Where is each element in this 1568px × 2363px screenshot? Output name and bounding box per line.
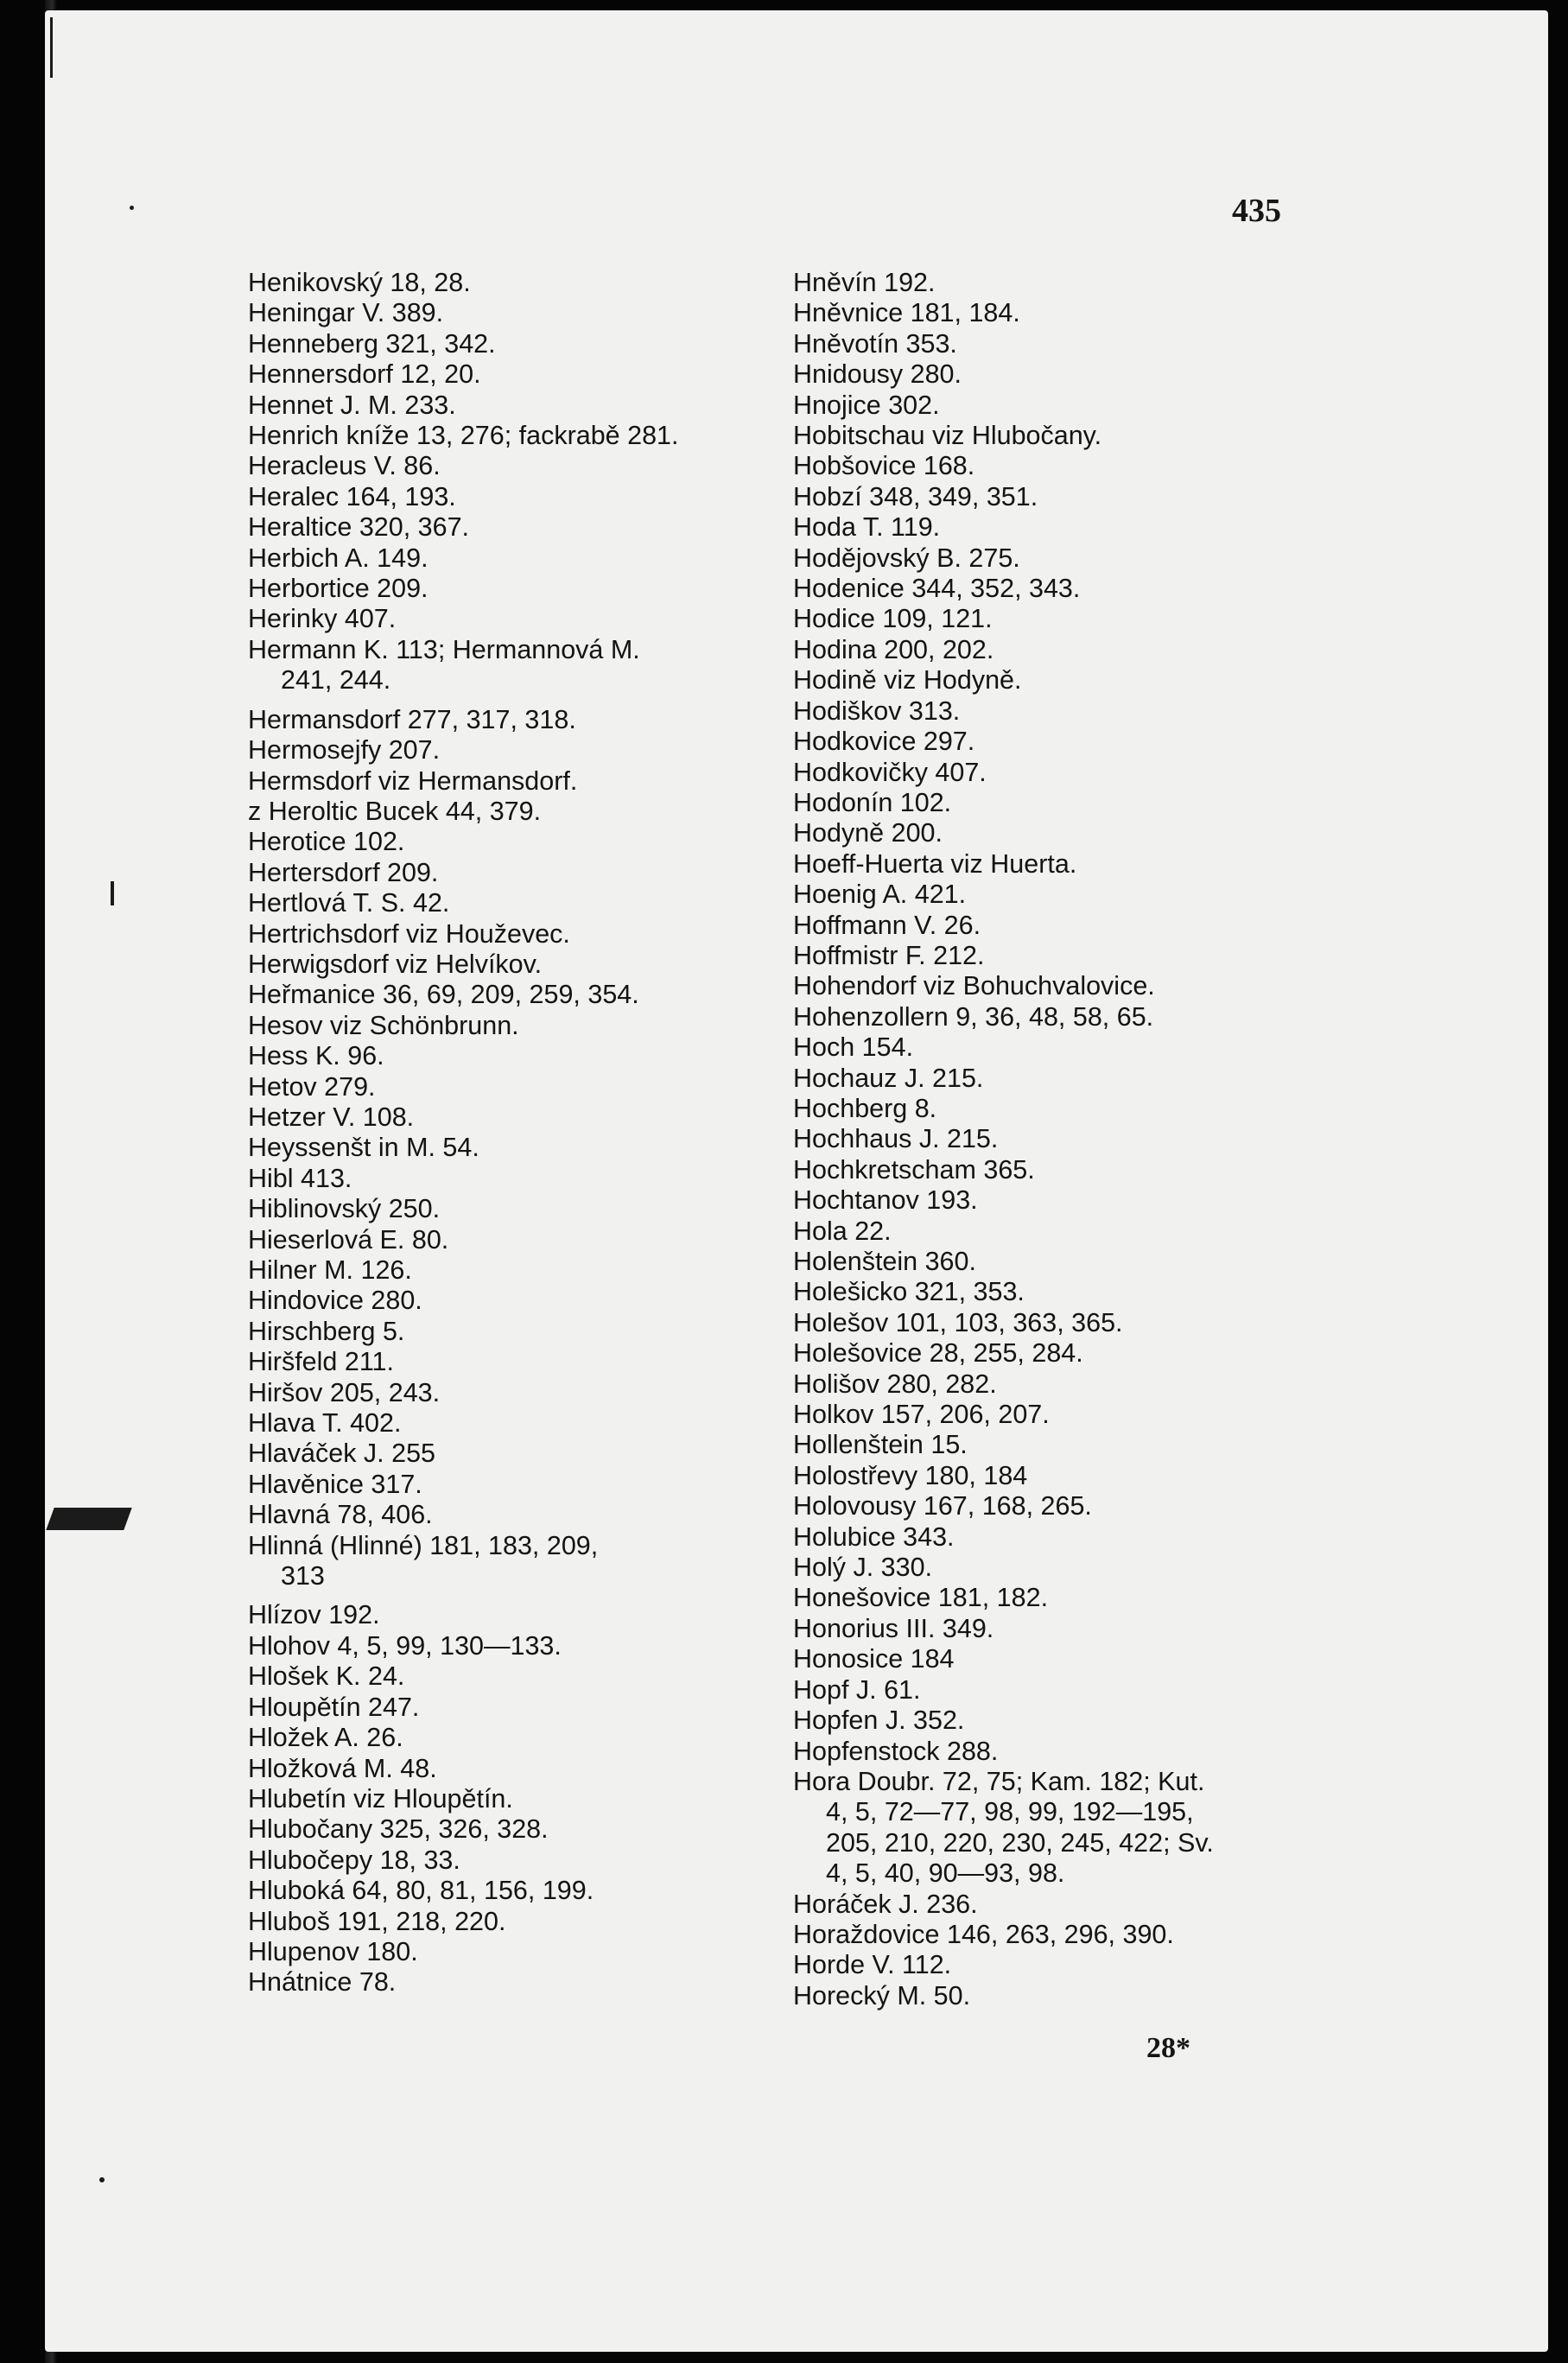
index-entry: Hermsdorf viz Hermansdorf. — [248, 765, 578, 796]
index-entry: Hněvín 192. — [793, 268, 936, 297]
index-entry: Hobšovice 168. — [793, 451, 975, 481]
index-entry: Hertrichsdorf viz Houževec. — [248, 918, 570, 949]
index-entry: Holkov 157, 206, 207. — [793, 1400, 1050, 1430]
index-entry: Horde V. 112. — [793, 1950, 952, 1980]
index-entry: Hoch 154. — [793, 1032, 914, 1063]
index-entry: Holešov 101, 103, 363, 365. — [793, 1307, 1123, 1337]
index-entry: Hobzí 348, 349, 351. — [793, 481, 1038, 511]
index-entry: Hochtanov 193. — [793, 1185, 978, 1216]
index-entry: Hochauz J. 215. — [793, 1063, 984, 1093]
index-entry: Holostřevy 180, 184 — [793, 1460, 1028, 1490]
index-entry: Hoffmann V. 26. — [793, 910, 981, 940]
index-entry: Hlubočepy 18, 33. — [248, 1845, 460, 1875]
index-entry: Hodina 200, 202. — [793, 634, 994, 664]
index-entry: Hlava T. 402. — [248, 1408, 402, 1439]
index-entry: Hetzer V. 108. — [248, 1102, 415, 1132]
index-entry: Hiršfeld 211. — [248, 1347, 394, 1377]
index-entry: Holenštein 360. — [793, 1247, 976, 1276]
index-entry: Hibl 413. — [248, 1163, 352, 1193]
index-entry: Hobitschau viz Hlubočany. — [793, 421, 1102, 451]
index-entry: 4, 5, 40, 90—93, 98. — [826, 1858, 1065, 1889]
index-entry: Hermansdorf 277, 317, 318. — [248, 704, 576, 734]
index-entry: Hopfenstock 288. — [793, 1736, 999, 1766]
index-entry: Hnidousy 280. — [793, 359, 962, 390]
index-entry: Hieserlová E. 80. — [248, 1224, 449, 1255]
index-entry: Hopfen J. 352. — [793, 1706, 965, 1736]
margin-mark — [111, 881, 114, 905]
index-entry: Hodonín 102. — [793, 787, 952, 817]
index-entry: Holubice 343. — [793, 1521, 955, 1552]
index-entry: Hodějovský B. 275. — [793, 543, 1020, 573]
index-entry: Herbich A. 149. — [248, 543, 429, 573]
index-entry: Hlinná (Hlinné) 181, 183, 209, — [248, 1530, 599, 1560]
index-entry: Holešicko 321, 353. — [793, 1277, 1025, 1307]
index-entry: Heralec 164, 193. — [248, 481, 456, 511]
index-entry: Hoeff-Huerta viz Huerta. — [793, 848, 1077, 879]
margin-mark — [50, 17, 53, 78]
index-entry: Hnátnice 78. — [248, 1967, 397, 1998]
index-entry: 205, 210, 220, 230, 245, 422; Sv. — [826, 1827, 1214, 1858]
index-entry: Holešovice 28, 255, 284. — [793, 1338, 1083, 1369]
index-entry: Hluboš 191, 218, 220. — [248, 1906, 506, 1936]
index-entry: Herwigsdorf viz Helvíkov. — [248, 949, 543, 979]
index-entry: Hložková M. 48. — [248, 1753, 437, 1783]
index-entry: Herbortice 209. — [248, 574, 429, 604]
index-entry: Hložek A. 26. — [248, 1723, 403, 1753]
index-entry: Hola 22. — [793, 1216, 892, 1246]
index-entry: Hertlová T. S. 42. — [248, 888, 450, 918]
index-entry: Hlohov 4, 5, 99, 130—133. — [248, 1630, 562, 1661]
index-entry: Hodiškov 313. — [793, 696, 961, 726]
index-entry: Hodkovice 297. — [793, 727, 975, 757]
index-entry: Hodice 109, 121. — [793, 604, 993, 634]
index-entry: Horaždovice 146, 263, 296, 390. — [793, 1919, 1174, 1949]
index-entry: z Heroltic Bucek 44, 379. — [248, 796, 542, 826]
index-entry: Hilner M. 126. — [248, 1255, 412, 1285]
index-entry: Hlízov 192. — [248, 1600, 380, 1630]
index-entry: Honorius III. 349. — [793, 1613, 994, 1643]
index-entry: Heningar V. 389. — [248, 298, 444, 328]
index-entry: Holišov 280, 282. — [793, 1369, 997, 1399]
index-entry: Hodkovičky 407. — [793, 757, 987, 787]
index-entry: Hlubočany 325, 326, 328. — [248, 1814, 549, 1845]
page-number: 435 — [1232, 193, 1281, 229]
index-entry: Hora Doubr. 72, 75; Kam. 182; Kut. — [793, 1766, 1205, 1796]
margin-mark — [130, 206, 134, 210]
index-entry: Hluboká 64, 80, 81, 156, 199. — [248, 1876, 594, 1906]
index-entry: Heyssenšt in M. 54. — [248, 1133, 479, 1163]
index-entry: Hoffmistr F. 212. — [793, 940, 985, 970]
index-entry: Horecký M. 50. — [793, 1980, 971, 2010]
index-entry: Horáček J. 236. — [793, 1889, 978, 1919]
index-entry: Hermann K. 113; Hermannová M. — [248, 634, 640, 664]
index-entry: Hnojice 302. — [793, 390, 940, 420]
index-entry: Hetov 279. — [248, 1071, 376, 1102]
index-entry: Honešovice 181, 182. — [793, 1583, 1049, 1613]
index-entry: Hlavěnice 317. — [248, 1469, 422, 1499]
index-entry: Henikovský 18, 28. — [248, 268, 471, 297]
index-entry: Heracleus V. 86. — [248, 451, 441, 481]
index-entry: Hiblinovský 250. — [248, 1194, 441, 1224]
index-entry: Hindovice 280. — [248, 1286, 422, 1316]
index-entry: Hennet J. M. 233. — [248, 390, 456, 420]
index-entry: 313 — [281, 1561, 325, 1591]
index-entry: Hodenice 344, 352, 343. — [793, 574, 1081, 604]
index-entry: Henneberg 321, 342. — [248, 328, 496, 359]
index-entry: Hesov viz Schönbrunn. — [248, 1010, 519, 1040]
index-entry: Hertersdorf 209. — [248, 857, 439, 887]
index-entry: Herinky 407. — [248, 604, 397, 634]
index-entry: Holovousy 167, 168, 265. — [793, 1491, 1092, 1521]
index-entry: 241, 244. — [281, 665, 391, 696]
margin-mark — [46, 1508, 131, 1530]
index-entry: Honosice 184 — [793, 1644, 955, 1674]
index-entry: Herotice 102. — [248, 827, 405, 857]
index-entry: Hlubetín viz Hloupětín. — [248, 1783, 513, 1814]
index-entry: Hollenštein 15. — [793, 1430, 968, 1460]
index-entry: Hirschberg 5. — [248, 1316, 405, 1346]
index-entry: Hochberg 8. — [793, 1093, 937, 1123]
index-entry: Hlavná 78, 406. — [248, 1500, 433, 1530]
index-entry: Hochkretscham 365. — [793, 1154, 1035, 1185]
signature-mark: 28* — [1146, 2032, 1190, 2064]
index-entry: Hoenig A. 421. — [793, 880, 967, 910]
index-column-right — [793, 268, 1346, 2011]
index-entry: Hohenzollern 9, 36, 48, 58, 65. — [793, 1001, 1154, 1032]
index-column-left — [248, 268, 801, 1998]
index-entry: Hiršov 205, 243. — [248, 1377, 441, 1407]
index-entry: Hlošek K. 24. — [248, 1661, 405, 1692]
index-entry: Hess K. 96. — [248, 1041, 384, 1071]
index-entry: Hennersdorf 12, 20. — [248, 359, 481, 390]
index-entry: Hloupětín 247. — [248, 1692, 420, 1722]
index-entry: Hodyně 200. — [793, 818, 943, 848]
index-entry: 4, 5, 72—77, 98, 99, 192—195, — [826, 1797, 1194, 1827]
index-entry: Hněvotín 353. — [793, 328, 957, 359]
index-entry: Heraltice 320, 367. — [248, 512, 470, 543]
index-entry: Hochhaus J. 215. — [793, 1124, 999, 1154]
index-entry: Henrich kníže 13, 276; fackrabě 281. — [248, 421, 679, 451]
index-entry: Heřmanice 36, 69, 209, 259, 354. — [248, 980, 639, 1010]
index-entry: Hoda T. 119. — [793, 512, 941, 543]
margin-mark — [99, 2177, 105, 2182]
index-entry: Hodině viz Hodyně. — [793, 665, 1022, 696]
index-entry: Hopf J. 61. — [793, 1674, 921, 1705]
index-entry: Hlupenov 180. — [248, 1936, 418, 1966]
index-entry: Holý J. 330. — [793, 1553, 933, 1583]
index-entry: Hohendorf viz Bohuchvalovice. — [793, 971, 1155, 1001]
index-entry: Hněvnice 181, 184. — [793, 298, 1020, 328]
index-entry: Hermosejfy 207. — [248, 735, 441, 765]
index-entry: Hlaváček J. 255 — [248, 1439, 435, 1469]
